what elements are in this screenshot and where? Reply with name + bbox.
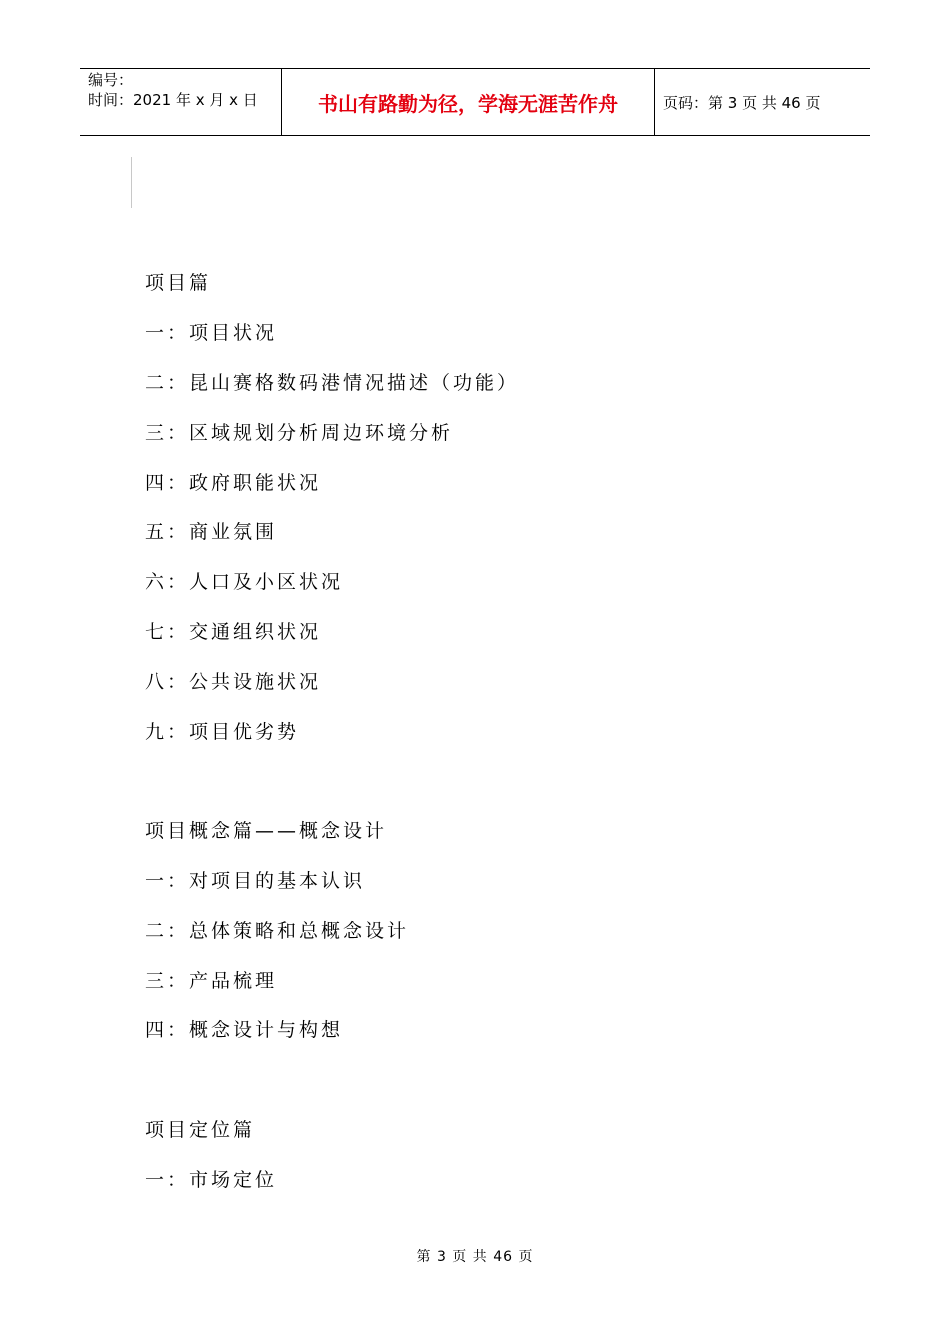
list-item: 二：总体策略和总概念设计 [145,920,410,942]
list-item: 五：商业氛围 [145,521,278,543]
section-heading: 项目篇 [145,272,212,294]
serial-number-label: 编号： [88,71,134,89]
list-item: 一：项目状况 [145,322,278,344]
margin-marker [131,157,132,208]
list-item: 四：概念设计与构想 [145,1019,344,1041]
header-page-cell [655,69,870,135]
document-header [80,68,870,136]
page-footer: 第 3 页 共 46 页 [416,1249,534,1265]
list-item: 六：人口及小区状况 [145,571,344,593]
list-item: 九：项目优劣势 [145,721,300,743]
list-item: 四：政府职能状况 [145,472,322,494]
list-item: 三：区域规划分析周边环境分析 [145,422,454,444]
list-item: 二：昆山赛格数码港情况描述（功能） [145,372,520,394]
header-info-cell [80,69,282,135]
list-item: 一：市场定位 [145,1169,278,1191]
page-number-label: 页码：第 3 页 共 46 页 [663,94,821,112]
list-item: 三：产品梳理 [145,970,278,992]
list-item: 八：公共设施状况 [145,671,322,693]
header-motto-cell [282,69,655,135]
section-heading: 项目定位篇 [145,1119,256,1141]
section-heading: 项目概念篇——概念设计 [145,820,388,842]
date-label: 时间：2021 年 x 月 x 日 [88,91,258,109]
motto-text: 书山有路勤为径，学海无涯苦作舟 [318,92,618,116]
list-item: 一：对项目的基本认识 [145,870,366,892]
list-item: 七：交通组织状况 [145,621,322,643]
